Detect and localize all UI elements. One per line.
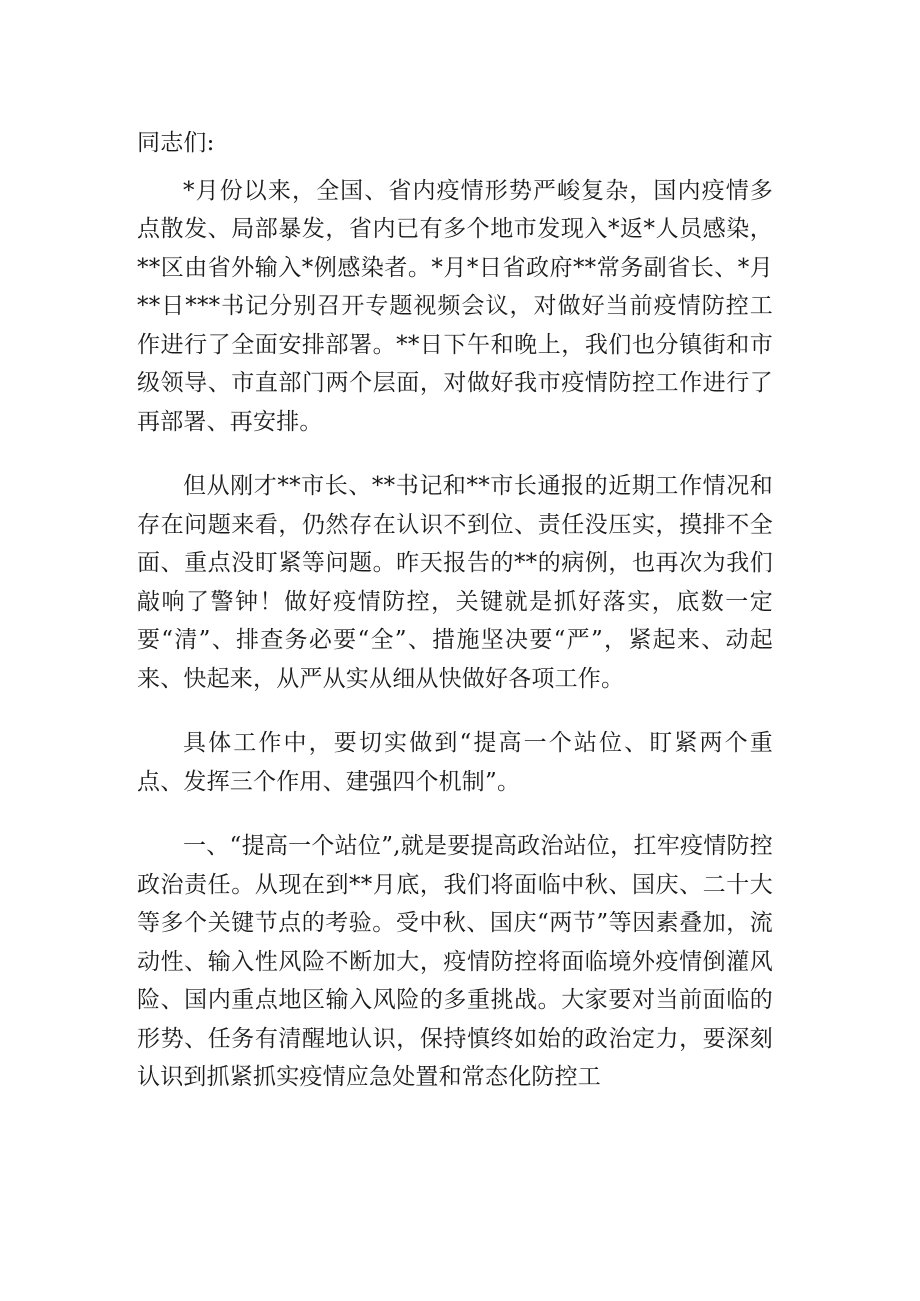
salutation: 同志们: [137,130,215,156]
paragraph-problems: 但从刚才**市长、**书记和**市长通报的近期工作情况和存在问题来看，仍然存在认识不到位、责任没压实，摸排不全面、重点没盯紧等问题。昨天报告的**的病例，也再次为我们敲响了警钟！做好疫情防控，关键就是抓好落实，底数一定要“清”、排查务必要“全”、措施坚决要“严”，紧起来、动起来、快起来，从严从实从细从快做好各项工作。 [137,473,773,692]
paragraph-requirements: 具体工作中，要切实做到“提高一个站位、盯紧两个重点、发挥三个作用、建强四个机制”。 [137,730,773,795]
document-body [137,124,773,1123]
paragraph-situation: *月份以来，全国、省内疫情形势严峻复杂，国内疫情多点散发、局部暴发，省内已有多个地市发现入*返*人员感染，**区由省外输入*例感染者。*月*日省政府**常务副省长、*月**日***书记分别召开专题视频会议，对做好当前疫情防控工作进行了全面安排部署。**日下午和晚上，我们也分镇街和市级领导、市直部门两个层面，对做好我市疫情防控工作进行了再部署、再安排。 [137,177,773,435]
paragraph-section-one: 一、“提高一个站位”,就是要提高政治站位，扛牢疫情防控政治责任。从现在到**月底，我们将面临中秋、国庆、二十大等多个关键节点的考验。受中秋、国庆“两节”等因素叠加，流动性、输入性风险不断加大，疫情防控将面临境外疫情倒灌风险、国内重点地区输入风险的多重挑战。大家要对当前面临的形势、任务有清醒地认识，保持慎终如始的政治定力，要深刻认识到抓紧抓实疫情应急处置和常态化防控工 [137,833,773,1090]
